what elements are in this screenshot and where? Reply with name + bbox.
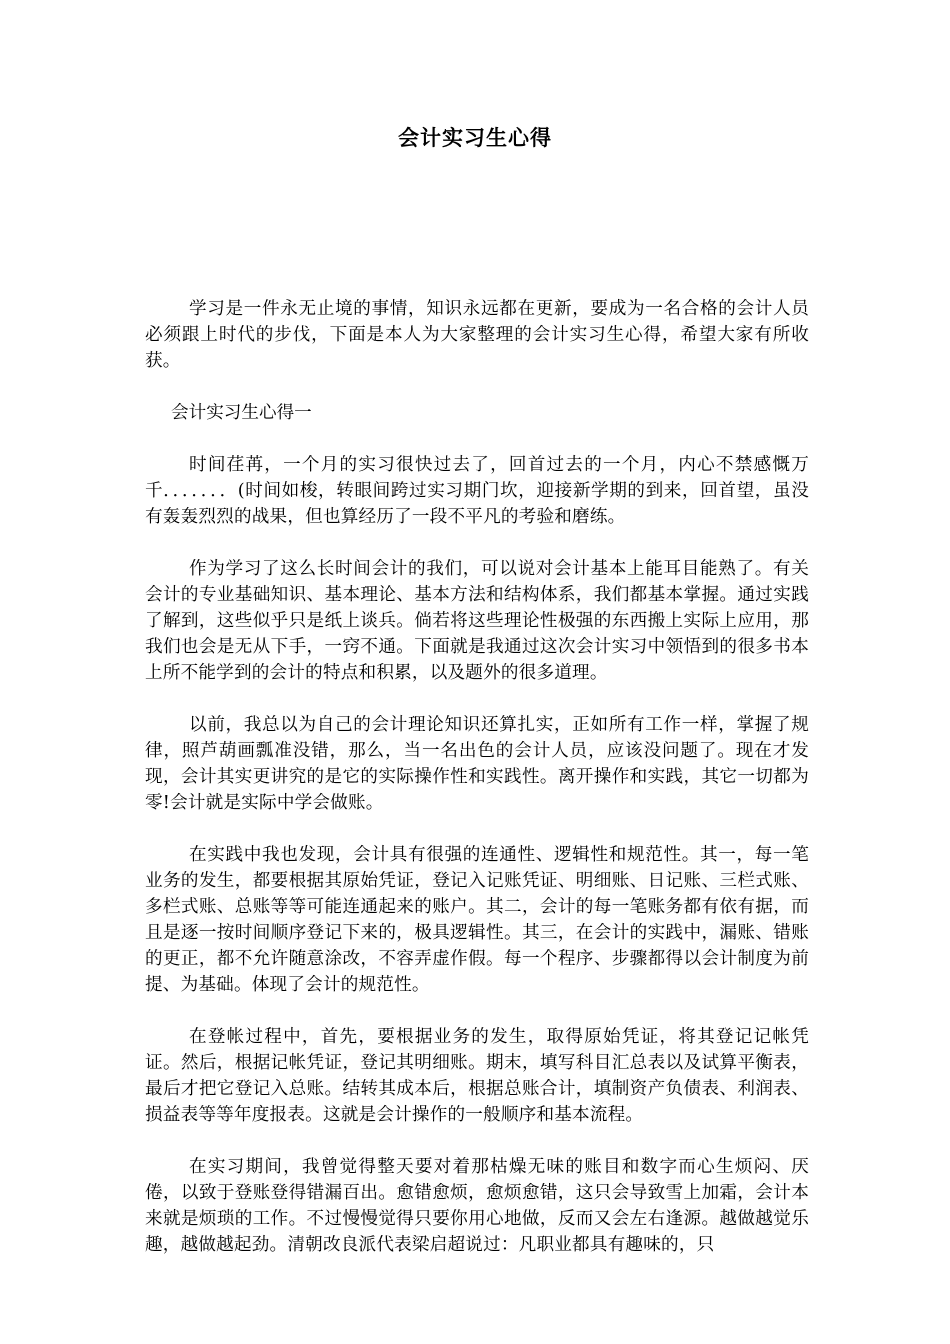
intro-paragraph: 学习是一件永无止境的事情，知识永远都在更新，要成为一名合格的会计人员必须跟上时代的步伐，下面是本人为大家整理的会计实习生心得，希望大家有所收获。: [145, 299, 809, 371]
body-paragraph: 时间荏苒，一个月的实习很快过去了，回首过去的一个月，内心不禁感慨万千．．．．．．．(时间如梭，转眼间跨过实习期门坎，迎接新学期的到来，回首望，虽没有轰轰烈烈的战果，但也算经历了一段不平凡的考验和磨练。: [145, 455, 809, 527]
body-paragraph: 以前，我总以为自己的会计理论知识还算扎实，正如所有工作一样，掌握了规律，照芦葫画瓢准没错，那么，当一名出色的会计人员，应该没问题了。现在才发现，会计其实更讲究的是它的实际操作性和实践性。离开操作和实践，其它一切都为零!会计就是实际中学会做账。: [145, 715, 809, 813]
document-title: 会计实习生心得: [398, 125, 552, 150]
body-paragraph: 在实习期间，我曾觉得整天要对着那枯燥无味的账目和数字而心生烦闷、厌倦，以致于登账登得错漏百出。愈错愈烦，愈烦愈错，这只会导致雪上加霜，会计本来就是烦琐的工作。不过慢慢觉得只要你用心地做，反而又会左右逢源。越做越觉乐趣，越做越起劲。清朝改良派代表梁启超说过：凡职业都具有趣味的，只: [145, 1157, 809, 1255]
body-paragraph: 在实践中我也发现，会计具有很强的连通性、逻辑性和规范性。其一，每一笔业务的发生，都要根据其原始凭证，登记入记账凭证、明细账、日记账、三栏式账、多栏式账、总账等等可能连通起来的账户。其二，会计的每一笔账务都有依有据，而且是逐一按时间顺序登记下来的，极具逻辑性。其三，在会计的实践中，漏账、错账的更正，都不允许随意涂改，不容弄虚作假。每一个程序、步骤都得以会计制度为前提、为基础。体现了会计的规范性。: [145, 845, 809, 995]
document-body: [145, 296, 809, 1284]
body-paragraph: 在登帐过程中，首先，要根据业务的发生，取得原始凭证，将其登记记帐凭证。然后，根据记帐凭证，登记其明细账。期末，填写科目汇总表以及试算平衡表，最后才把它登记入总账。结转其成本后，根据总账合计，填制资产负债表、利润表、损益表等等年度报表。这就是会计操作的一般顺序和基本流程。: [145, 1027, 809, 1125]
body-paragraph: 作为学习了这么长时间会计的我们，可以说对会计基本上能耳目能熟了。有关会计的专业基础知识、基本理论、基本方法和结构体系，我们都基本掌握。通过实践了解到，这些似乎只是纸上谈兵。倘若将这些理论性极强的东西搬上实际上应用，那我们也会是无从下手，一窍不通。下面就是我通过这次会计实习中领悟到的很多书本上所不能学到的会计的特点和积累，以及题外的很多道理。: [145, 559, 809, 683]
section-heading: 会计实习生心得一: [171, 403, 312, 423]
